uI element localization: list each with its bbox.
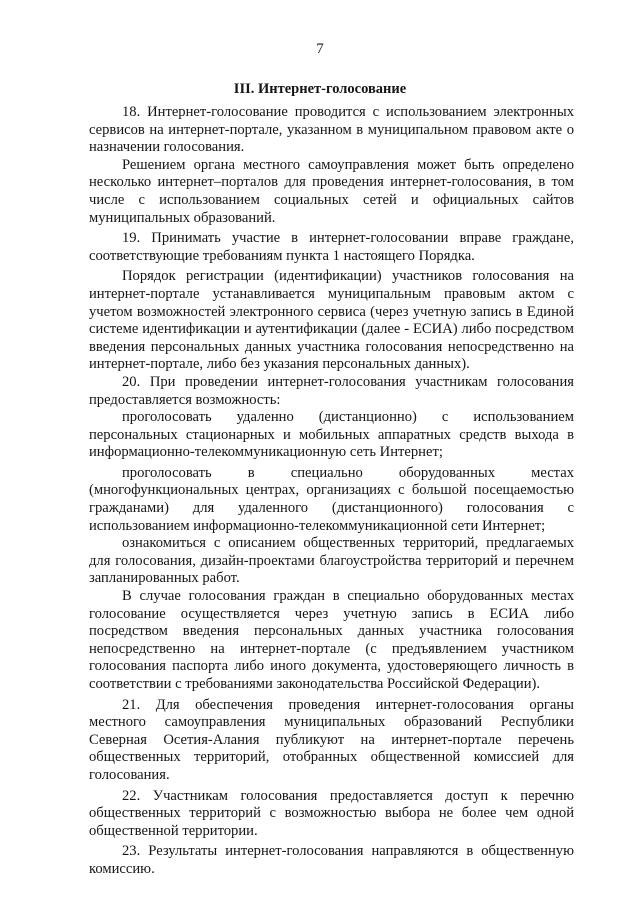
paragraph-19: 19. Принимать участие в интернет-голосовании вправе граждане, соответствующие требованиям пункта 1 настоящего Порядка. [89, 230, 574, 264]
paragraph-20-remote-vote: проголосовать удаленно (дистанционно) с использованием персональных стационарных и мобильных аппаратных средств выхода в информационно-телекоммуникационную сеть Интернет; [89, 409, 574, 461]
section-title: III. Интернет-голосование [233, 81, 407, 97]
paragraph-22: 22. Участникам голосования предоставляется доступ к перечню общественных территорий с возможностью выбора не более чем одной общественной территории. [89, 787, 574, 839]
document-body [89, 104, 574, 879]
paragraph-20-equipped-places-voting: В случае голосования граждан в специально оборудованных местах голосование осуществляется через учетную запись в ЕСИА либо посредством введения персональных данных участника голосования непосредственно на интернет-портале (с предъявлением участником голосования паспорта либо иного документа, удостоверяющего личность в соответствии с требованиями законодательства Российской Федерации). [89, 588, 574, 692]
paragraph-23: 23. Результаты интернет-голосования направляются в общественную комиссию. [89, 843, 574, 877]
paragraph-20: 20. При проведении интернет-голосования участникам голосования предоставляется возможность: [89, 373, 574, 408]
paragraph-20-review-territories: ознакомиться с описанием общественных территорий, предлагаемых для голосования, дизайн-проектами благоустройства территорий и перечнем запланированных работ. [89, 535, 574, 587]
paragraph-18: 18. Интернет-голосование проводится с использованием электронных сервисов на интернет-портале, указанном в муниципальном правовом акте о назначении голосования. [89, 104, 574, 156]
paragraph-20-equipped-places: проголосовать в специально оборудованных местах (многофункциональных центрах, организациях с большой посещаемостью гражданами) для удаленного (дистанционного) голосования с использованием информационно-телекоммуникационной сети Интернет; [89, 464, 574, 534]
page-number: 7 [316, 41, 324, 57]
paragraph-19-registration: Порядок регистрации (идентификации) участников голосования на интернет-портале устанавливается муниципальным правовым актом с учетом возможностей электронного сервиса (через учетную запись в Единой системе идентификации и аутентификации (далее - ЕСИА) либо посредством введения персональных данных участника голосования непосредственно на интернет-портале, либо без указания персональных данных). [89, 268, 574, 373]
paragraph-18-portals: Решением органа местного самоуправления может быть определено несколько интернет–порталов для проведения интернет-голосования, в том числе с использованием социальных сетей и официальных сайтов муниципальных образований. [89, 156, 574, 226]
paragraph-21: 21. Для обеспечения проведения интернет-голосования органы местного самоуправления муниципальных образований Республики Северная Осетия-Алания публикуют на интернет-портале перечень общественных территорий, отобранных общественной комиссией для голосования. [89, 696, 574, 783]
